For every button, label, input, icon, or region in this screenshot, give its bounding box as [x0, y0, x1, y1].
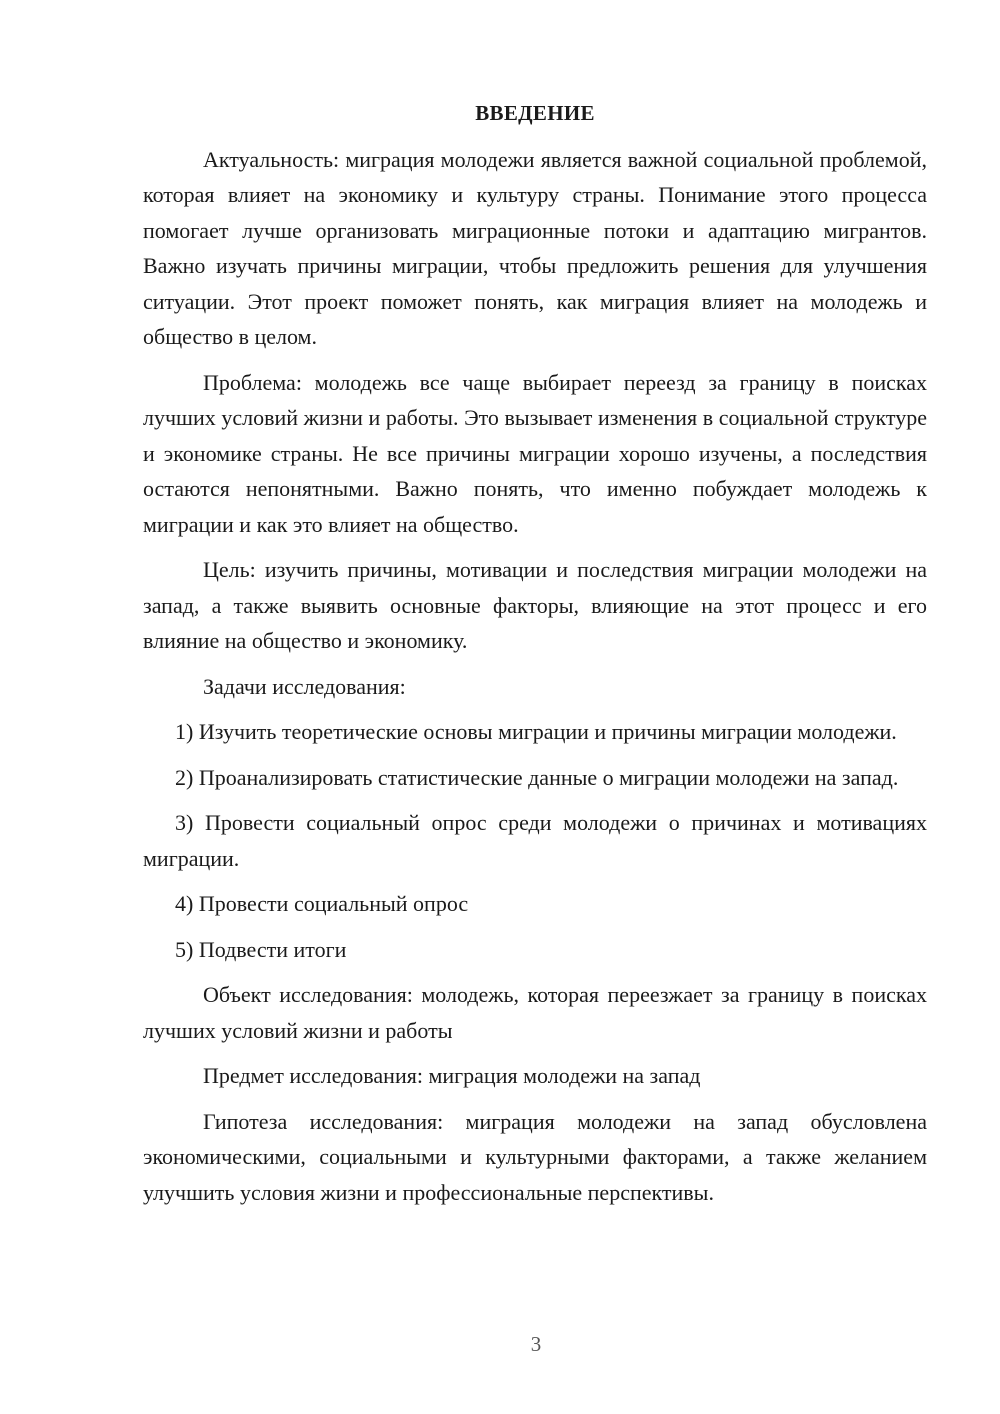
goal-paragraph: Цель: изучить причины, мотивации и последствия миграции молодежи на запад, а также выявить основные факторы, влияющие на этот процесс и его влияние на общество и экономику. [143, 557, 927, 653]
task-item-3: 3) Провести социальный опрос среди молодежи о причинах и мотивациях миграции. [143, 810, 927, 871]
task-item-1: 1) Изучить теоретические основы миграции и причины миграции молодежи. [175, 719, 897, 744]
document-body [143, 96, 927, 1210]
relevance-paragraph: Актуальность: миграция молодежи является важной социальной проблемой, которая влияет на экономику и культуру страны. Понимание этого процесса помогает лучше организовать миграционные потоки и адаптацию мигрантов. Важно изучать причины миграции, чтобы предложить решения для улучшения ситуации. Этот проект поможет понять, как миграция влияет на молодежь и общество в целом. [143, 146, 927, 349]
task-item-4: 4) Провести социальный опрос [175, 891, 469, 916]
subject-paragraph: Предмет исследования: миграция молодежи на запад [203, 1063, 701, 1088]
hypothesis-paragraph: Гипотеза исследования: миграция молодежи на запад обусловлена экономическими, социальными и культурными факторами, а также желанием улучшить условия жизни и профессиональные перспективы. [143, 1108, 927, 1205]
task-item-2: 2) Проанализировать статистические данные о миграции молодежи на запад. [175, 764, 899, 790]
object-paragraph: Объект исследования: молодежь, которая переезжает за границу в поисках лучших условий жизни и работы [143, 982, 927, 1043]
page-number: 3 [530, 1332, 542, 1356]
problem-paragraph: Проблема: молодежь все чаще выбирает переезд за границу в поисках лучших условий жизни и работы. Это вызывает изменения в социальной структуре и экономике страны. Не все причины миграции хорошо изучены, а последствия остаются непонятными. Важно понять, что именно побуждает молодежь к миграции и как это влияет на общество. [143, 369, 927, 537]
tasks-heading: Задачи исследования: [203, 673, 406, 699]
task-item-5: 5) Подвести итоги [175, 936, 347, 962]
section-title: ВВЕДЕНИЕ [475, 101, 595, 125]
